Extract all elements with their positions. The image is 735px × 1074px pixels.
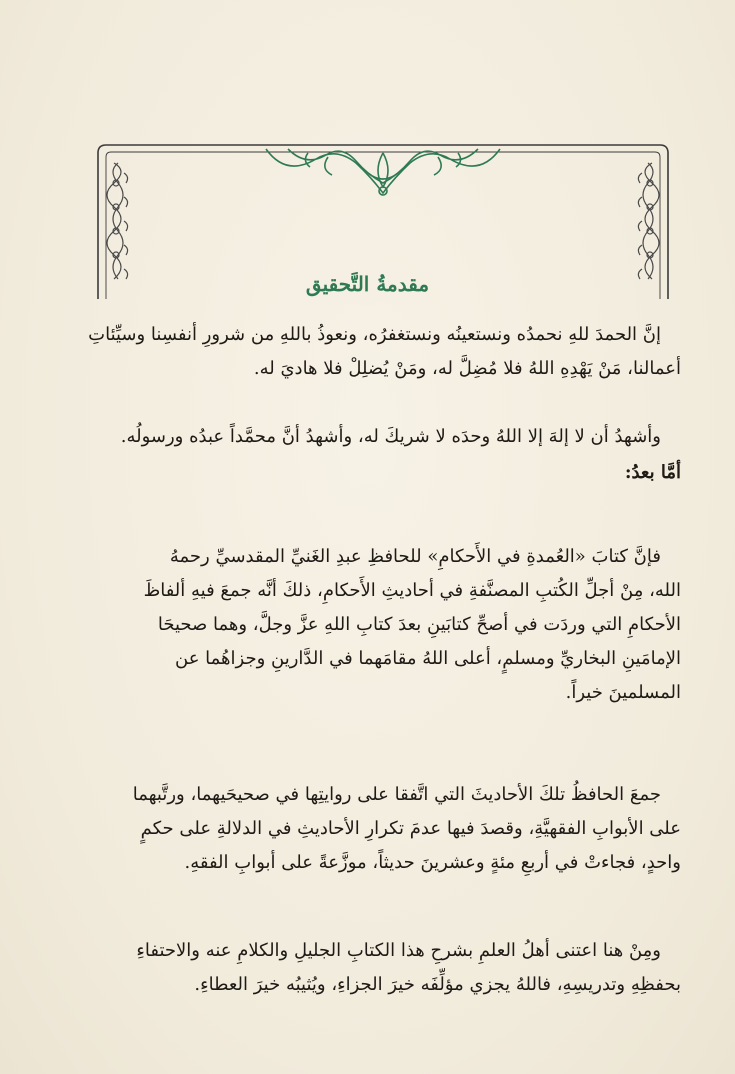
paragraph-amma-baad xyxy=(59,456,681,490)
text-line: جمعَ الحافظُ تلكَ الأحاديثَ التي اتَّفقا على روايتِها في صحيحَيهما، ورتَّبهما xyxy=(132,784,661,805)
text-line: الله، مِنْ أجلِّ الكُتبِ المصنَّفةِ في أحاديثِ الأَحكامِ، ذلكَ أنَّه جمعَ فيهِ ألفاظَ xyxy=(143,580,681,601)
text-line: المسلمينَ خيراً. xyxy=(565,682,681,703)
text-line: على الأبوابِ الفقهيَّةِ، وقصدَ فيها عدمَ تكرارِ الأحاديثِ في الدلالةِ على حكمٍ xyxy=(140,818,681,839)
text-line: واحدٍ، فجاءتْ في أربعِ مئةٍ وعشرينَ حديثاً، موزَّعةً على أبوابِ الفقهِ. xyxy=(184,852,681,873)
paragraph-book-intro xyxy=(59,540,681,710)
text-line: أعمالنا، مَنْ يَهْدِهِ اللهُ فلا مُضِلَّ له، ومَنْ يُضلِلْ فلا هاديَ له. xyxy=(253,358,681,379)
text-line: بحفظِهِ وتدريسِهِ، فاللهُ يجزي مؤلِّفَه خيرَ الجزاءِ، ويُثيبُه خيرَ العطاءِ. xyxy=(194,974,681,995)
text-line: الأحكامِ التي وردَت في أصحِّ كتابَينِ بعدَ كتابِ اللهِ عزَّ وجلَّ، وهما صحيحَا xyxy=(157,614,681,635)
paragraph-scholars-interest xyxy=(59,934,681,1002)
paragraph-shahada xyxy=(59,420,681,454)
text-line: الإمامَينِ البخاريِّ ومسلمٍ، أعلى اللهُ مقامَهما في الدَّارينِ وجزاهُما عن xyxy=(175,648,681,669)
paragraph-compilation xyxy=(59,778,681,880)
text-line: وأشهدُ أن لا إلهَ إلا اللهُ وحدَه لا شريكَ له، وأشهدُ أنَّ محمَّداً عبدُه ورسولُه. xyxy=(120,426,661,447)
text-line: فإنَّ كتابَ «العُمدةِ في الأَحكامِ» للحافظِ عبدِ الغَنيِّ المقدسيِّ رحمهُ xyxy=(169,546,661,567)
paragraph-opening-praise xyxy=(59,318,681,386)
page-title: مقدمةُ التَّحقيق xyxy=(305,272,430,296)
text-line: أمَّا بعدُ: xyxy=(624,462,681,483)
text-line: إنَّ الحمدَ للهِ نحمدُه ونستعينُه ونستغفرُه، ونعوذُ باللهِ من شرورِ أنفسِنا وسيِّئاتِ xyxy=(88,324,661,345)
text-line: ومِنْ هنا اعتنى أهلُ العلمِ بشرحِ هذا الكتابِ الجليلِ والكلامِ عنه والاحتفاءِ xyxy=(136,940,661,961)
